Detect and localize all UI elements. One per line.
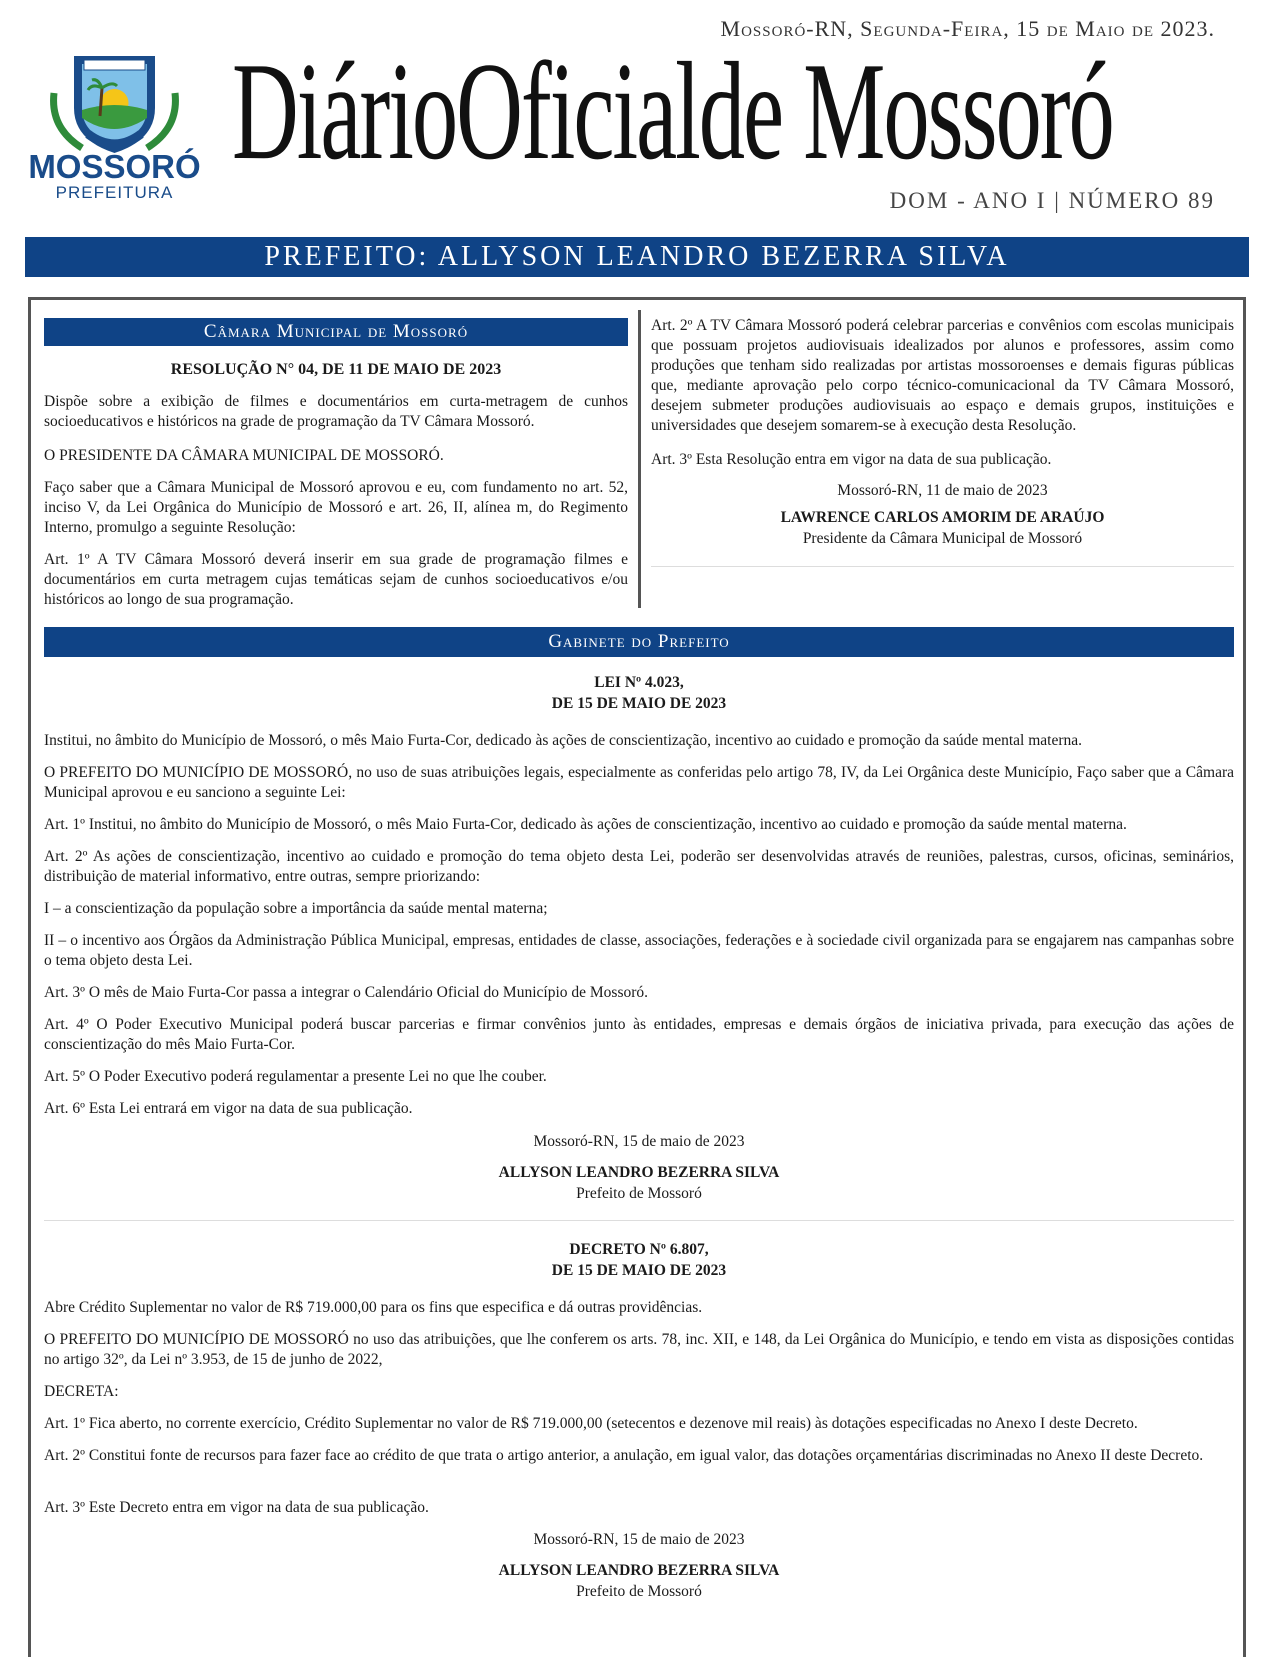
decreto-signer-role: Prefeito de Mossoró	[576, 1583, 702, 1600]
section-camara-header: Câmara Municipal de Mossoró	[44, 318, 628, 346]
resolution-intro: Faço saber que a Câmara Municipal de Mossoró aprovou e eu, com fundamento no art. 52, inciso V, da Lei Orgânica do Município de Mossoró e art. 26, II, alínea m, do Regimento Interno, promulgo a seguinte Resolução:	[44, 479, 628, 536]
decreto-title-line2: DE 15 DE MAIO DE 2023	[551, 1262, 727, 1279]
resolution-art3: Art. 3º Esta Resolução entra em vigor na data de sua publicação.	[651, 451, 1052, 468]
logo-subtitle: PREFEITURA	[55, 183, 174, 202]
resolution-place-date: Mossoró-RN, 11 de maio de 2023	[837, 482, 1048, 499]
lei-item1: I – a conscientização da população sobre a importância da saúde mental materna;	[44, 900, 548, 917]
lei-item2: II – o incentivo aos Órgãos da Administração Pública Municipal, empresas, entidades de classe, associações, federações e à sociedade civil organizada para se engajarem nas campanhas sobre o tema objeto desta Lei.	[44, 932, 1234, 969]
resolution-art2: Art. 2º A TV Câmara Mossoró poderá celebrar parcerias e convênios com escolas municipais que possuam projetos audiovisuais idealizados por alunos e professores, assim como produções que tenham sido realizadas por artistas mossoroenses e demais figuras públicas que, mediante aprovação pelo corpo técnico-comunicacional da TV Câmara Mossoró, desejem submeter produções audiovisuais ao espaço e demais grupos, instituições e universidades que desejem somarem-se à execução desta Resolução.	[651, 317, 1234, 434]
separator	[44, 1220, 1234, 1221]
decreto-title-line1: DECRETO Nº 6.807,	[569, 1241, 709, 1258]
lei-art3: Art. 3º O mês de Maio Furta-Cor passa a integrar o Calendário Oficial do Município de Mossoró.	[44, 984, 649, 1001]
lei-art6: Art. 6º Esta Lei entrará em vigor na data de sua publicação.	[44, 1100, 413, 1117]
decreto-art1: Art. 1º Fica aberto, no corrente exercício, Crédito Suplementar no valor de R$ 719.000,00 (setecentos e dezenove mil reais) às dotações especificadas no Anexo I deste Decreto.	[44, 1415, 1138, 1432]
separator	[651, 566, 1234, 567]
resolution-signer-role: Presidente da Câmara Municipal de Mossoró	[802, 530, 1083, 547]
resolution-art1: Art. 1º A TV Câmara Mossoró deverá inserir em sua grade de programação filmes e documentários em curta metragem cujas temáticas sejam de cunhos socioeducativos e/ou históricos ao longo de sua programação.	[44, 551, 628, 608]
resolution-ementa: Dispõe sobre a exibição de filmes e documentários em curta-metragem de cunhos socioeducativos e históricos na grade de programação da TV Câmara Mossoró.	[44, 393, 628, 430]
decreto-art2: Art. 2º Constitui fonte de recursos para fazer face ao crédito de que trata o artigo anterior, a anulação, em igual valor, das dotações orçamentárias discriminadas no Anexo II deste Decreto.	[44, 1447, 1204, 1464]
lei-title-line2: DE 15 DE MAIO DE 2023	[551, 695, 727, 712]
lei-art1: Art. 1º Institui, no âmbito do Município de Mossoró, o mês Maio Furta-Cor, dedicado às ações de conscientização, incentivo ao cuidado e promoção da saúde mental materna.	[44, 816, 1127, 833]
decreto-decreta: DECRETA:	[44, 1383, 119, 1400]
decreto-preamble: O PREFEITO DO MUNICÍPIO DE MOSSORÓ no uso das atribuições, que lhe conferem os arts. 78, inc. XII, e 148, da Lei Orgânica do Município, e tendo em vista as disposições contidas no artigo 32º, da Lei nº 3.953, de 15 de junho de 2022,	[44, 1331, 1234, 1368]
decreto-place-date: Mossoró-RN, 15 de maio de 2023	[533, 1531, 745, 1548]
masthead-title: DiárioOficialde Mossoró	[232, 34, 1113, 189]
lei-art4: Art. 4º O Poder Executivo Municipal poderá buscar parcerias e firmar convênios junto às entidades, empresas e demais órgãos de iniciativa privada, para execução das ações de conscientização do mês Maio Furta-Cor.	[44, 1016, 1234, 1053]
lei-signer-role: Prefeito de Mossoró	[576, 1185, 702, 1202]
lei-art5: Art. 5º O Poder Executivo poderá regulamentar a presente Lei no que lhe couber.	[44, 1068, 547, 1085]
resolution-preamble: O PRESIDENTE DA CÂMARA MUNICIPAL DE MOSSORÓ.	[44, 447, 444, 464]
section-gabinete-header: Gabinete do Prefeito	[44, 627, 1234, 657]
resolution-title: RESOLUÇÃO N° 04, DE 11 DE MAIO DE 2023	[170, 361, 502, 378]
lei-preamble: O PREFEITO DO MUNICÍPIO DE MOSSORÓ, no uso de suas atribuições legais, especialmente as conferidas pelo artigo 78, IV, da Lei Orgânica deste Município, Faço saber que a Câmara Municipal aprovou e eu sanciono a seguinte Lei:	[44, 764, 1234, 801]
decreto-art3: Art. 3º Este Decreto entra em vigor na data de sua publicação.	[44, 1499, 429, 1516]
resolution-signer: LAWRENCE CARLOS AMORIM DE ARAÚJO	[780, 509, 1105, 526]
lei-place-date: Mossoró-RN, 15 de maio de 2023	[533, 1133, 745, 1150]
dateline: Mossoró-RN, Segunda-Feira, 15 de Maio de 2023.	[720, 16, 1215, 41]
logo-wordmark: MOSSORÓ	[28, 148, 201, 185]
lei-ementa: Institui, no âmbito do Município de Mossoró, o mês Maio Furta-Cor, dedicado às ações de conscientização, incentivo ao cuidado e promoção da saúde mental materna.	[44, 732, 1083, 749]
decreto-signer: ALLYSON LEANDRO BEZERRA SILVA	[498, 1562, 780, 1579]
lei-art2: Art. 2º As ações de conscientização, incentivo ao cuidado e promoção do tema objeto desta Lei, poderão ser desenvolvidas através de reuniões, palestras, cursos, oficinas, seminários, distribuição de material informativo, entre outras, sempre priorizando:	[44, 848, 1234, 885]
lei-signer: ALLYSON LEANDRO BEZERRA SILVA	[498, 1164, 780, 1181]
mayor-banner: PREFEITO: ALLYSON LEANDRO BEZERRA SILVA	[25, 237, 1249, 277]
lei-title-line1: LEI Nº 4.023,	[594, 674, 684, 691]
edition-number: DOM - ANO I | NÚMERO 89	[889, 188, 1215, 213]
decreto-ementa: Abre Crédito Suplementar no valor de R$ 719.000,00 para os fins que especifica e dá outras providências.	[44, 1299, 703, 1316]
column-divider	[638, 310, 641, 608]
city-seal-icon	[22, 48, 207, 158]
